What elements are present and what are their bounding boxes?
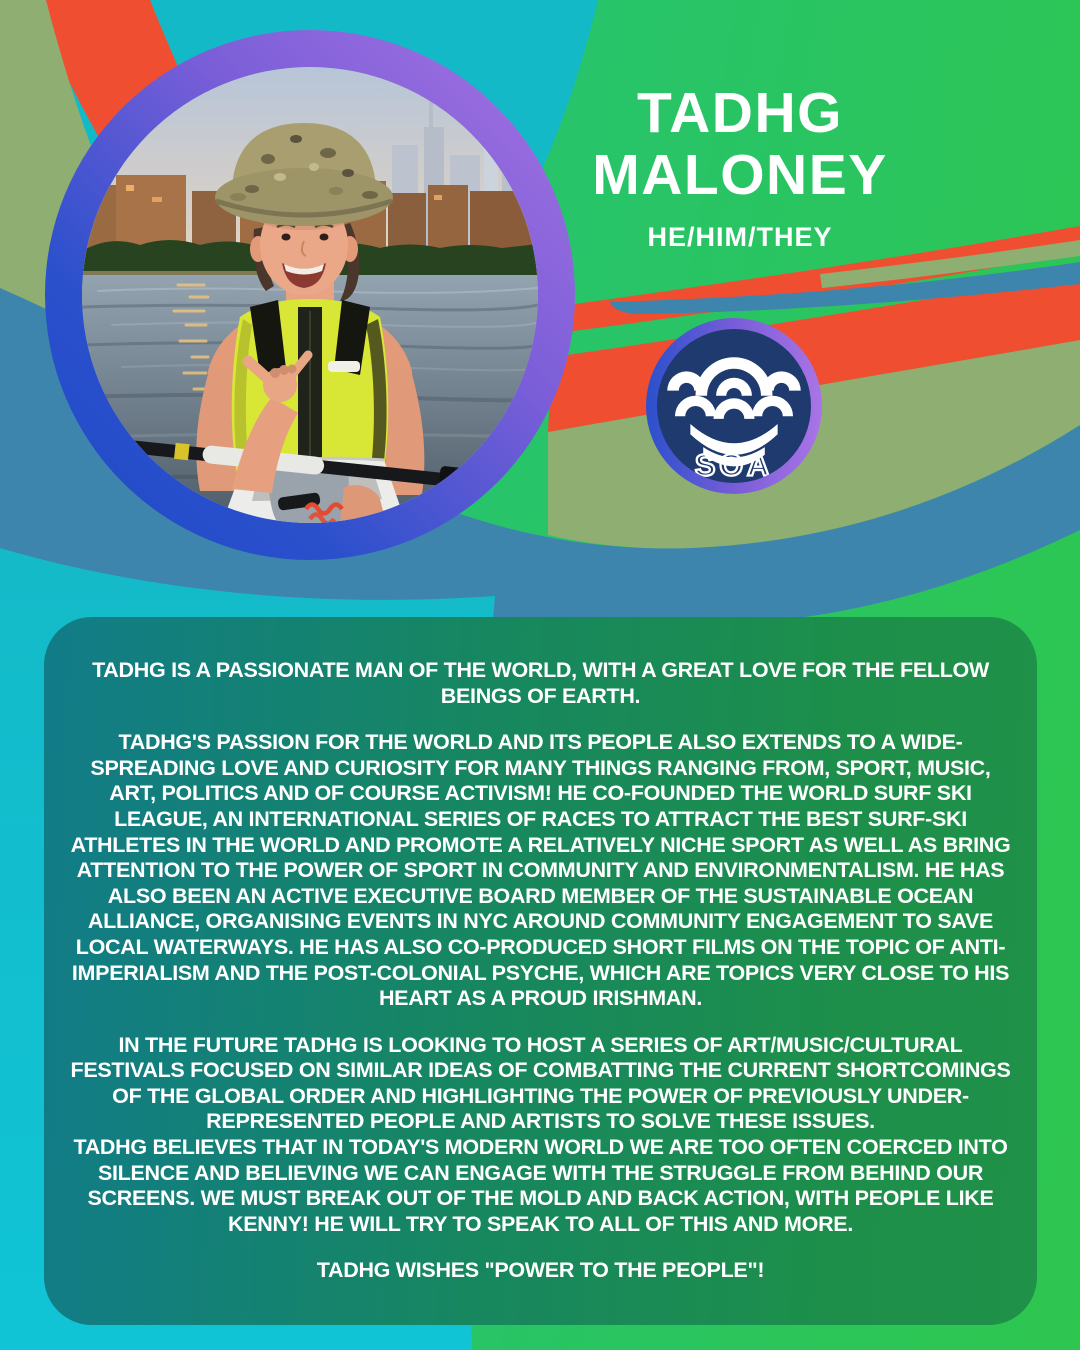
- profile-photo: [82, 67, 538, 523]
- vest-brand-patch: [328, 361, 360, 372]
- bio-paragraph: TADHG'S PASSION FOR THE WORLD AND ITS PEOPLE ALSO EXTENDS TO A WIDE-SPREADING LOVE AND CURIOSITY FOR MANY THINGS RANGING FROM, SPORT, MUSIC, ART, POLITICS AND OF COURSE ACTIVISM! HE CO-FOUNDED THE WORLD SURF SKI LEAGUE, AN INTERNATIONAL SERIES OF RACES TO ATTRACT THE BEST SURF-SKI ATHLETES IN THE WORLD AND PROMOTE A RELATIVELY NICHE SPORT AS WELL AS BRING ATTENTION TO THE POWER OF SPORT IN COMMUNITY AND ENVIRONMENTALISM. HE HAS ALSO BEEN AN ACTIVE EXECUTIVE BOARD MEMBER OF THE SUSTAINABLE OCEAN ALLIANCE, ORGANISING EVENTS IN NYC AROUND COMMUNITY ENGAGEMENT TO SAVE LOCAL WATERWAYS. HE HAS ALSO CO-PRODUCED SHORT FILMS ON THE TOPIC OF ANTI-IMPERIALISM AND THE POST-COLONIAL PSYCHE, WHICH ARE TOPICS VERY CLOSE TO HIS HEART AS A PROUD IRISHMAN.: [70, 730, 1011, 1011]
- bio-paragraph: TADHG BELIEVES THAT IN TODAY'S MODERN WORLD WE ARE TOO OFTEN COERCED INTO SILENCE AND BELIEVING WE CAN ENGAGE WITH THE STRUGGLE FROM BEHIND OUR SCREENS. WE MUST BREAK OUT OF THE MOLD AND BACK ACTION, WITH PEOPLE LIKE KENNY! HE WILL TRY TO SPEAK TO ALL OF THIS AND MORE.: [73, 1135, 1008, 1236]
- soa-badge: [657, 329, 811, 483]
- profile-photo-ring: [45, 30, 575, 560]
- profile-name: TADHG MALONEY: [592, 81, 888, 207]
- soa-badge-ring: [646, 318, 822, 494]
- wave-emblem-icon: [657, 329, 811, 483]
- profile-pronouns: HE/HIM/THEY: [647, 222, 833, 252]
- eye-left: [282, 234, 291, 241]
- bio-paragraph: IN THE FUTURE TADHG IS LOOKING TO HOST A SERIES OF ART/MUSIC/CULTURAL FESTIVALS FOCUSED ON SIMILAR IDEAS OF COMBATTING THE CURRENT SHORTCOMINGS OF THE GLOBAL ORDER AND HIGHLIGHTING THE POWER OF PREVIOUSLY UNDER-REPRESENTED PEOPLE AND ARTISTS TO SOLVE THESE ISSUES.: [70, 1032, 1011, 1134]
- bio-quote: TADHG WISHES "POWER TO THE PEOPLE"!: [316, 1258, 765, 1283]
- soa-logo-text: SOA: [694, 447, 774, 483]
- bio-paragraph: TADHG IS A PASSIONATE MAN OF THE WORLD, WITH A GREAT LOVE FOR THE FELLOW BEINGS OF EARTH.: [92, 657, 989, 708]
- title-block: [555, 82, 925, 253]
- eye-right: [320, 234, 329, 241]
- bio-box: [44, 617, 1037, 1325]
- profile-photo-scene: [82, 67, 538, 523]
